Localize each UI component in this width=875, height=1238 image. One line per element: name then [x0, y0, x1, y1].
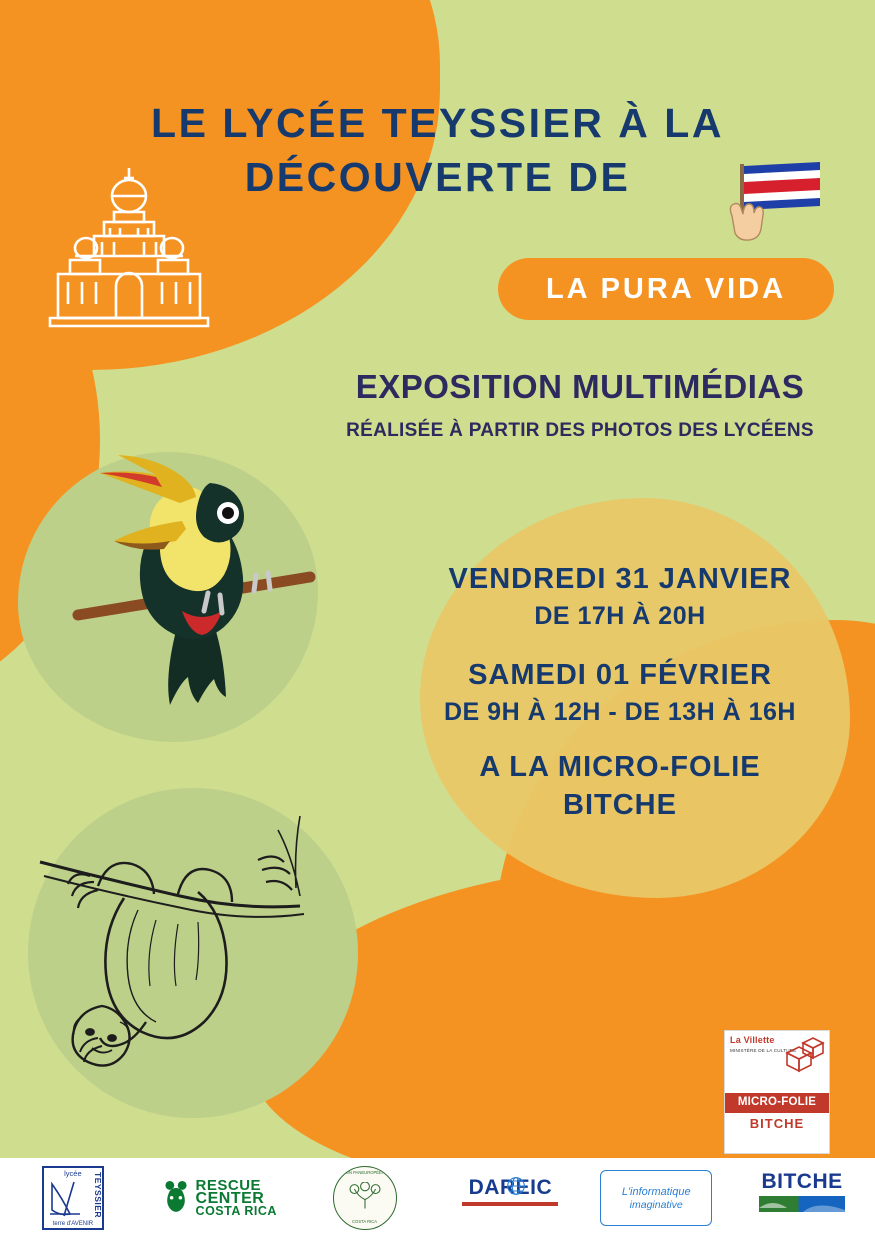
- teyssier-label: TEYSSIER: [92, 1172, 103, 1219]
- footer-logo-ville-de-bitche: [729, 1166, 875, 1230]
- informatique-label: L'informatique: [621, 1186, 691, 1198]
- circle-logo-bottom-text: COSTA RICA: [352, 1219, 378, 1224]
- rescue-label: RESCUE: [195, 1176, 262, 1194]
- ministere-culture-label: MINISTÈRE DE LA CULTURE: [730, 1048, 797, 1053]
- bitche-label: BITCHE: [761, 1170, 843, 1193]
- monkey-icon: [161, 1176, 191, 1221]
- center-label: CENTER: [195, 1189, 265, 1207]
- footer-logo-union-paneuropeenne: [292, 1166, 438, 1230]
- exhibition-title: EXPOSITION MULTIMÉDIAS: [355, 368, 805, 405]
- venue-line-1: A LA MICRO-FOLIE: [479, 751, 761, 783]
- date-day2: SAMEDI 01 FÉVRIER: [468, 659, 772, 691]
- footer-logo-dareic: [437, 1166, 583, 1230]
- footer-logo-informatique-imaginative: [583, 1166, 729, 1230]
- micro-folie-band: MICRO-FOLIE: [725, 1093, 829, 1111]
- costa-rica-label: COSTA RICA: [195, 1203, 277, 1218]
- lycee-label: lycée: [64, 1169, 82, 1178]
- costa-rica-flag-icon: [716, 158, 824, 244]
- headline-line-2: DÉCOUVERTE DE: [244, 154, 631, 200]
- footer-logo-lycee-teyssier: [0, 1166, 146, 1230]
- micro-folie-logo: [724, 1030, 830, 1154]
- micro-folie-city: BITCHE: [725, 1111, 829, 1134]
- terre-avenir-label: terre d'AVENIR: [52, 1221, 94, 1227]
- la-villette-label: La Villette: [730, 1035, 775, 1045]
- venue-line-2: BITCHE: [563, 789, 677, 821]
- hours-day2: DE 9H À 12H - DE 13H À 16H: [443, 698, 796, 726]
- globe-icon: [506, 1176, 526, 1201]
- toucan-illustration: [60, 425, 330, 725]
- event-details: [400, 560, 840, 824]
- bitche-emblem-icon: [759, 1196, 845, 1212]
- hours-day1: DE 17H À 20H: [534, 602, 706, 630]
- cubes-icon: [781, 1035, 825, 1083]
- partner-logo-strip: [0, 1158, 875, 1238]
- sloth-illustration: [28, 790, 378, 1110]
- exhibition-subtitle: RÉALISÉE À PARTIR DES PHOTOS DES LYCÉENS: [346, 420, 814, 441]
- pura-vida-badge: [498, 258, 834, 320]
- date-day1: VENDREDI 31 JANVIER: [448, 563, 792, 595]
- pura-vida-label: LA PURA VIDA: [545, 272, 787, 305]
- tree-icon: [347, 1182, 383, 1214]
- imaginative-label: imaginative: [629, 1199, 683, 1211]
- circle-logo-top-text: UNION PANEUROPÉENNE: [338, 1170, 391, 1175]
- headline-line-1: LE LYCÉE TEYSSIER À LA: [151, 100, 724, 146]
- micro-folie-logo-top: [725, 1031, 829, 1093]
- dareic-label: DAREIC: [468, 1176, 553, 1199]
- footer-logo-rescue-center: [146, 1166, 292, 1230]
